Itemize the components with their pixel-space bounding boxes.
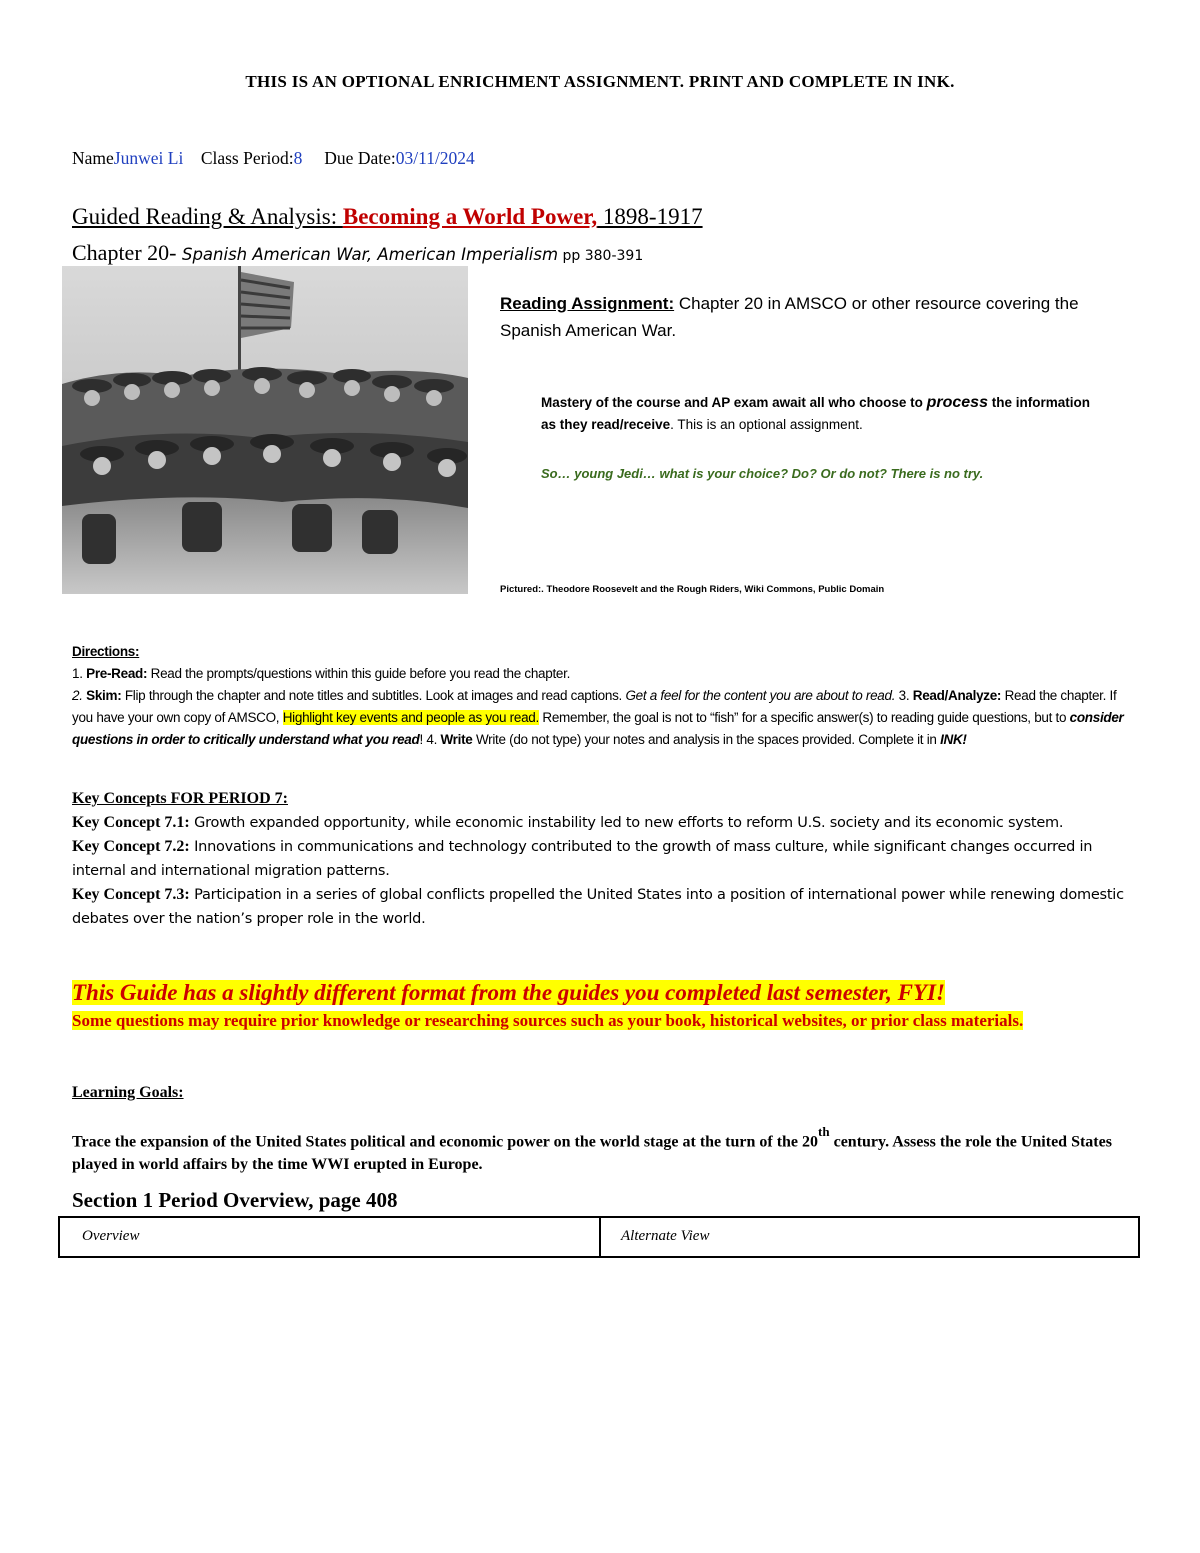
highlight-instruction: Highlight key events and people as you read. — [282, 710, 539, 725]
key-concept-7-1: Key Concept 7.1: Growth expanded opportunity, while economic instability led to new efforts to reform U.S. society and its economic system. — [72, 814, 1064, 831]
overview-column-header[interactable]: Overview — [82, 1228, 140, 1244]
title-topic: Becoming a World Power, — [342, 204, 598, 229]
key-concept-7-3: Key Concept 7.3: Participation in a series of global conflicts propelled the United States into a position of international power while renewing domestic debates over the nation’s proper role in the world. — [72, 886, 1124, 927]
directions-heading: Directions: — [72, 644, 140, 659]
jedi-quote: So… young Jedi… what is your choice? Do? Or do not? There is no try. — [541, 466, 984, 481]
alternate-view-column-header[interactable]: Alternate View — [599, 1218, 1138, 1256]
reading-assignment-text: Chapter 20 in AMSCO or other resource covering the Spanish American War. — [500, 294, 1079, 340]
photo-caption: Pictured:. Theodore Roosevelt and the Rough Riders, Wiki Commons, Public Domain — [500, 584, 885, 595]
name-label: Name — [72, 148, 114, 168]
mastery-part1: Mastery of the course and AP exam await all who choose to — [541, 395, 927, 410]
mastery-note — [541, 392, 1101, 436]
optional-assignment-banner: THIS IS AN OPTIONAL ENRICHMENT ASSIGNMENT. PRINT AND COMPLETE IN INK. — [245, 72, 955, 91]
title-years: 1898-1917 — [597, 204, 703, 229]
guide-title — [72, 204, 703, 230]
directions-block — [72, 641, 1132, 751]
section-1-heading: Section 1 Period Overview, page 408 — [72, 1188, 398, 1212]
student-info-line — [72, 148, 475, 169]
due-date-label: Due Date: — [324, 148, 396, 168]
chapter-pages: pp 380-391 — [558, 248, 644, 264]
reading-assignment-label: Reading Assignment: — [500, 294, 675, 313]
chapter-subtitle: Spanish American War, American Imperialism — [181, 245, 559, 264]
key-concepts-heading: Key Concepts FOR PERIOD 7: — [72, 790, 288, 807]
chapter-heading — [72, 240, 643, 266]
learning-goals-text: Trace the expansion of the United States political and economic power on the world stage at the turn of the 20th century. Assess the role the United States played in world affairs by the time WWI erupted in Europe. — [72, 1124, 1112, 1174]
title-prefix: Guided Reading & Analysis: — [72, 204, 343, 229]
format-notice-headline: This Guide has a slightly different format from the guides you completed last semester, FYI! — [72, 980, 945, 1005]
chapter-label: Chapter 20- — [72, 240, 182, 265]
key-concept-7-2: Key Concept 7.2: Innovations in communications and technology contributed to the growth of mass culture, while significant changes occurred in internal and international migration patterns. — [72, 838, 1093, 879]
due-date-value[interactable]: 03/11/2024 — [395, 148, 475, 168]
learning-goals-heading: Learning Goals: — [72, 1084, 184, 1101]
format-notice — [72, 978, 1152, 1034]
reading-assignment — [500, 290, 1120, 344]
mastery-process-word: process — [926, 394, 988, 411]
mastery-part2: the information as they read/receive — [541, 395, 1090, 432]
period-label: Class Period: — [200, 148, 294, 168]
format-notice-detail: Some questions may require prior knowledge or researching sources such as your book, historical websites, or prior class materials. — [72, 1011, 1024, 1030]
period-overview-table — [58, 1216, 1140, 1258]
mastery-part3: . This is an optional assignment. — [670, 417, 863, 432]
key-concepts-block — [72, 787, 1142, 931]
name-value[interactable]: Junwei Li — [113, 148, 184, 168]
directions-step-1: 1. Pre-Read: Read the prompts/questions within this guide before you read the chapter. — [72, 666, 571, 681]
directions-steps-2-4: 2. Skim: Flip through the chapter and note titles and subtitles. Look at images and read captions. Get a feel for the content you are about to read. 3. Read/Analyze: Read the chapter. If you have your own copy of AMSCO, Highlight key events and people as you read. Remember, the goal is not to “fish” for a specific answer(s) to reading guide questions, but to consider questions in order to critically understand what you read! 4. Write Write (do not type) your notes and analysis in the spaces provided. Complete it in INK! — [72, 688, 1124, 747]
rough-riders-photo — [62, 266, 468, 594]
period-value[interactable]: 8 — [293, 148, 303, 168]
